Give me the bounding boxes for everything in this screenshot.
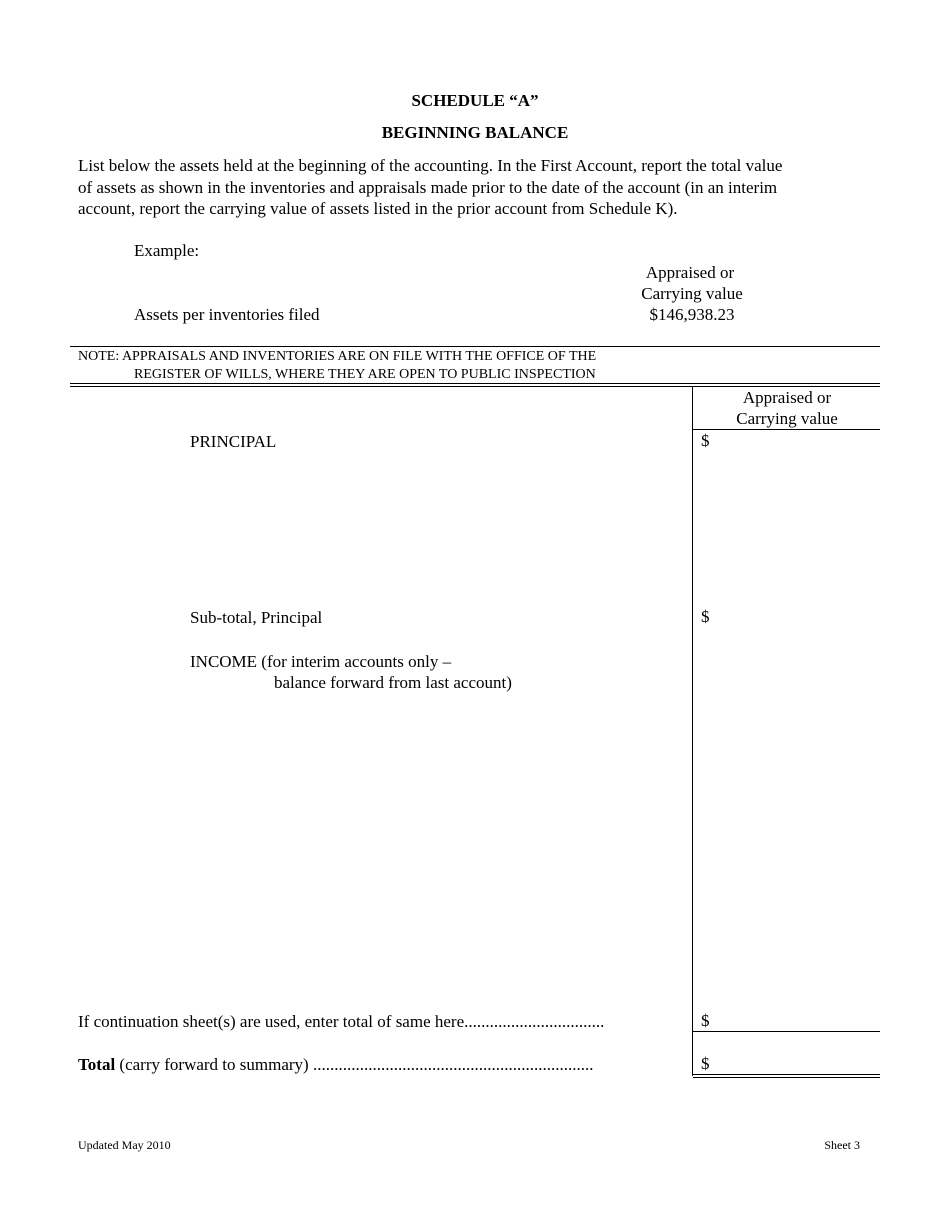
continuation-currency: $ (701, 1011, 710, 1030)
note-bottom-rule-1 (70, 383, 880, 384)
instructions-line-1: List below the assets held at the beginning of the accounting. In the First Account, report the total value (78, 156, 783, 175)
instructions-line-2: of assets as shown in the inventories and appraisals made prior to the date of the account (in an interim (78, 177, 778, 197)
note-line-2: REGISTER OF WILLS, WHERE THEY ARE OPEN TO PUBLIC INSPECTION (134, 367, 596, 382)
total-currency: $ (701, 1054, 710, 1073)
note-top-rule (70, 346, 880, 347)
continuation-rule (693, 1031, 880, 1032)
instructions-line-3: account, report the carrying value of assets listed in the prior account from Schedule K). (78, 199, 678, 218)
continuation-label: If continuation sheet(s) are used, enter total of same here................................. (78, 1012, 605, 1031)
note-line-1: NOTE: APPRAISALS AND INVENTORIES ARE ON FILE WITH THE OFFICE OF THE (78, 349, 597, 364)
example-col-header-1: Appraised or (645, 263, 735, 282)
table-col-header-rule (693, 429, 880, 430)
income-label-line-1: INCOME (for interim accounts only – (190, 652, 452, 671)
page-title: SCHEDULE “A” (411, 91, 539, 110)
footer-sheet-number: Sheet 3 (824, 1138, 860, 1152)
table-col-header-1: Appraised or (742, 388, 832, 407)
example-label: Example: (134, 241, 200, 260)
table-col-header-2: Carrying value (736, 409, 838, 428)
principal-currency: $ (701, 431, 710, 450)
income-label-line-2: balance forward from last account) (274, 673, 512, 692)
example-item-label: Assets per inventories filed (134, 305, 320, 324)
total-bold-label: Total (78, 1055, 116, 1074)
total-rule-2 (693, 1077, 880, 1078)
total-rest-label: (carry forward to summary) .................................................................. (115, 1055, 594, 1074)
subtotal-principal-label: Sub-total, Principal (190, 608, 323, 627)
example-item-value: $146,938.23 (649, 305, 735, 324)
footer-updated: Updated May 2010 (78, 1138, 171, 1152)
example-col-header-2: Carrying value (641, 284, 743, 303)
total-rule-1 (693, 1074, 880, 1075)
page-subtitle: BEGINNING BALANCE (381, 123, 569, 142)
total-row-label (78, 1054, 593, 1076)
subtotal-principal-currency: $ (701, 607, 710, 626)
value-column-divider (692, 386, 693, 1076)
principal-label: PRINCIPAL (190, 432, 277, 451)
